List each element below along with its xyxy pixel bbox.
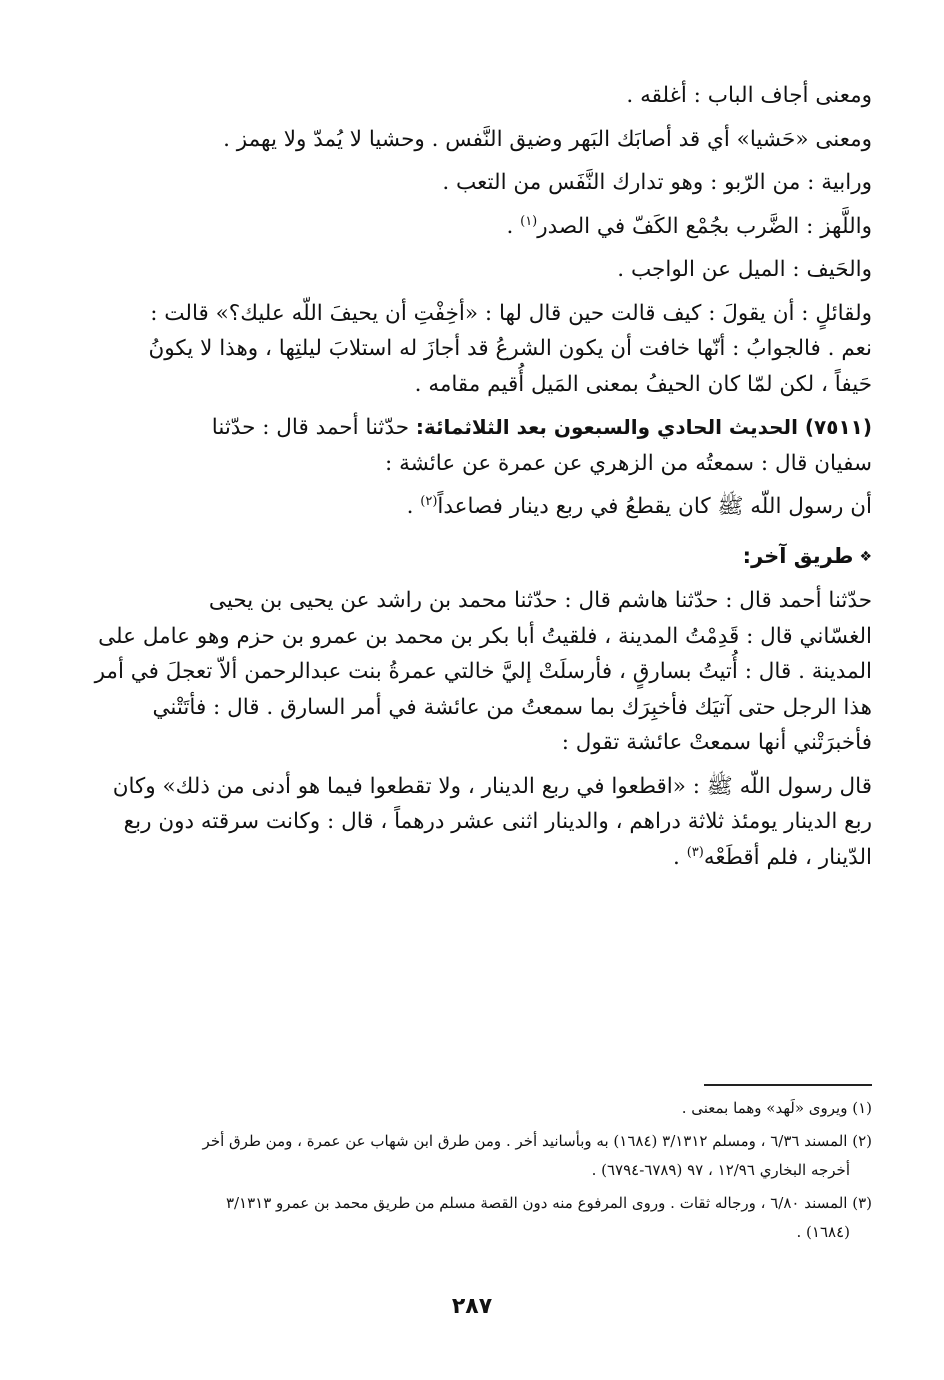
text-line-tail: . — [506, 213, 521, 239]
text-line-body: الدّينار ، فلم أقطَعْه — [703, 844, 872, 870]
page-number: ٢٨٧ — [451, 1294, 493, 1319]
footnote: (١) ويروى «لَهد» وهما بمعنى . — [681, 1099, 872, 1117]
text-line: حدّثنا أحمد قال : حدّثنا هاشم قال : حدّثنا محمد بن راشد عن يحيى بن يحيى — [208, 588, 872, 613]
text-line: ولقائلٍ : أن يقولَ : كيف قالت حين قال لها : «أخِفْتِ أن يحيفَ اللّه عليك؟» قالت : — [150, 300, 872, 326]
diamond-bullet-icon: ❖ — [859, 548, 872, 565]
text-line: المدينة . قال : أُتيتُ بسارقٍ ، فأرسلَتْ إليَّ خالتي عمرةُ بنت عبدالرحمن ألاّ تعجلَ في أمر — [94, 659, 872, 684]
footnote-continuation: (١٦٨٤) . — [796, 1223, 850, 1241]
text-line-body: واللَّهز : الضَّرب بجُمْع الكَفّ في الصدر — [537, 213, 872, 239]
footnote: (٢) المسند ٦/٣٦ ، ومسلم ٣/١٣١٢ (١٦٨٤) به وبأسانيد أخر . ومن طرق ابن شهاب عن عمرة ، ومن طرق أخر — [202, 1132, 872, 1150]
text-line: ومعنى «حَشيا» أي قد أصابَك البَهر وضيق النَّفس . وحشيا لا يُمدّ ولا يهمز . — [223, 126, 872, 152]
text-line-tail: . — [673, 844, 687, 870]
section-heading — [72, 539, 872, 576]
hadith-heading-line — [72, 410, 872, 446]
footnote-ref: (١) — [520, 213, 538, 229]
text-line: الغسّاني قال : قَدِمْتُ المدينة ، فلقيتُ أبا بكر بن محمد بن عمرو بن حزم وهو عامل على — [98, 623, 872, 649]
footnote: (٣) المسند ٦/٨٠ ، ورجاله ثقات . وروى المرفوع منه دون القصة مسلم من طريق محمد بن عمرو ٣/١٣١٣ — [225, 1194, 872, 1212]
footnote-ref: (٢) — [420, 493, 438, 509]
text-line: سفيان قال : سمعتُه من الزهري عن عمرة عن عائشة : — [385, 450, 872, 476]
text-line: ربع الدينار يومئذ ثلاثة دراهم ، والدينار اثنى عشر درهماً ، قال : وكانت سرقته دون ربع — [123, 809, 872, 834]
text-line: هذا الرجل حتى آتيَك فأخبِرَك بما سمعتُ من عائشة في أمر السارق . قال : فأتَتْني — [152, 694, 872, 720]
text-line: والحَيف : الميل عن الواجب . — [617, 257, 872, 282]
text-line: ورابية : من الرّبو : وهو تدارك النَّفَس من التعب . — [442, 170, 872, 195]
text-line-tail: . — [406, 494, 421, 519]
footnote-ref: (٣) — [686, 844, 704, 860]
text-line-body: أن رسول اللّه ﷺ كان يقطعُ في ربع دينار فصاعداً — [437, 494, 872, 519]
footnote-continuation: أخرجه البخاري ١٢/٩٦ ، ٩٧ (٦٧٨٩-٦٧٩٤) . — [591, 1161, 850, 1179]
text-line — [72, 840, 872, 876]
text-line: نعم . فالجوابُ : أنّها خافت أن يكون الشرعُ قد أجازَ له استلابَ ليلتِها ، وهذا لا يكونُ — [148, 336, 872, 361]
footnotes — [72, 1094, 872, 1247]
hadith-chain: حدّثنا أحمد قال : حدّثنا — [211, 415, 416, 440]
text-line — [72, 489, 872, 525]
text-line: حَيفاً ، لكن لمّا كان الحيفُ بمعنى المَيل أُقيم مقامه . — [414, 371, 872, 397]
section-heading-label: طريق آخر: — [742, 543, 854, 568]
footnote-divider — [704, 1084, 872, 1086]
text-line: قال رسول اللّه ﷺ : «اقطعوا في ربع الدينار ، ولا تقطعوا فيما هو أدنى من ذلك» وكان — [112, 773, 872, 799]
text-line: فأخبرَتْني أنها سمعتْ عائشة تقول : — [561, 730, 872, 755]
hadith-heading: (٧٥١١) الحديث الحادي والسبعون بعد الثلاثمائة: — [415, 415, 872, 439]
main-text — [72, 78, 872, 875]
text-line — [72, 209, 872, 245]
text-line: ومعنى أجاف الباب : أغلقه . — [626, 83, 872, 108]
